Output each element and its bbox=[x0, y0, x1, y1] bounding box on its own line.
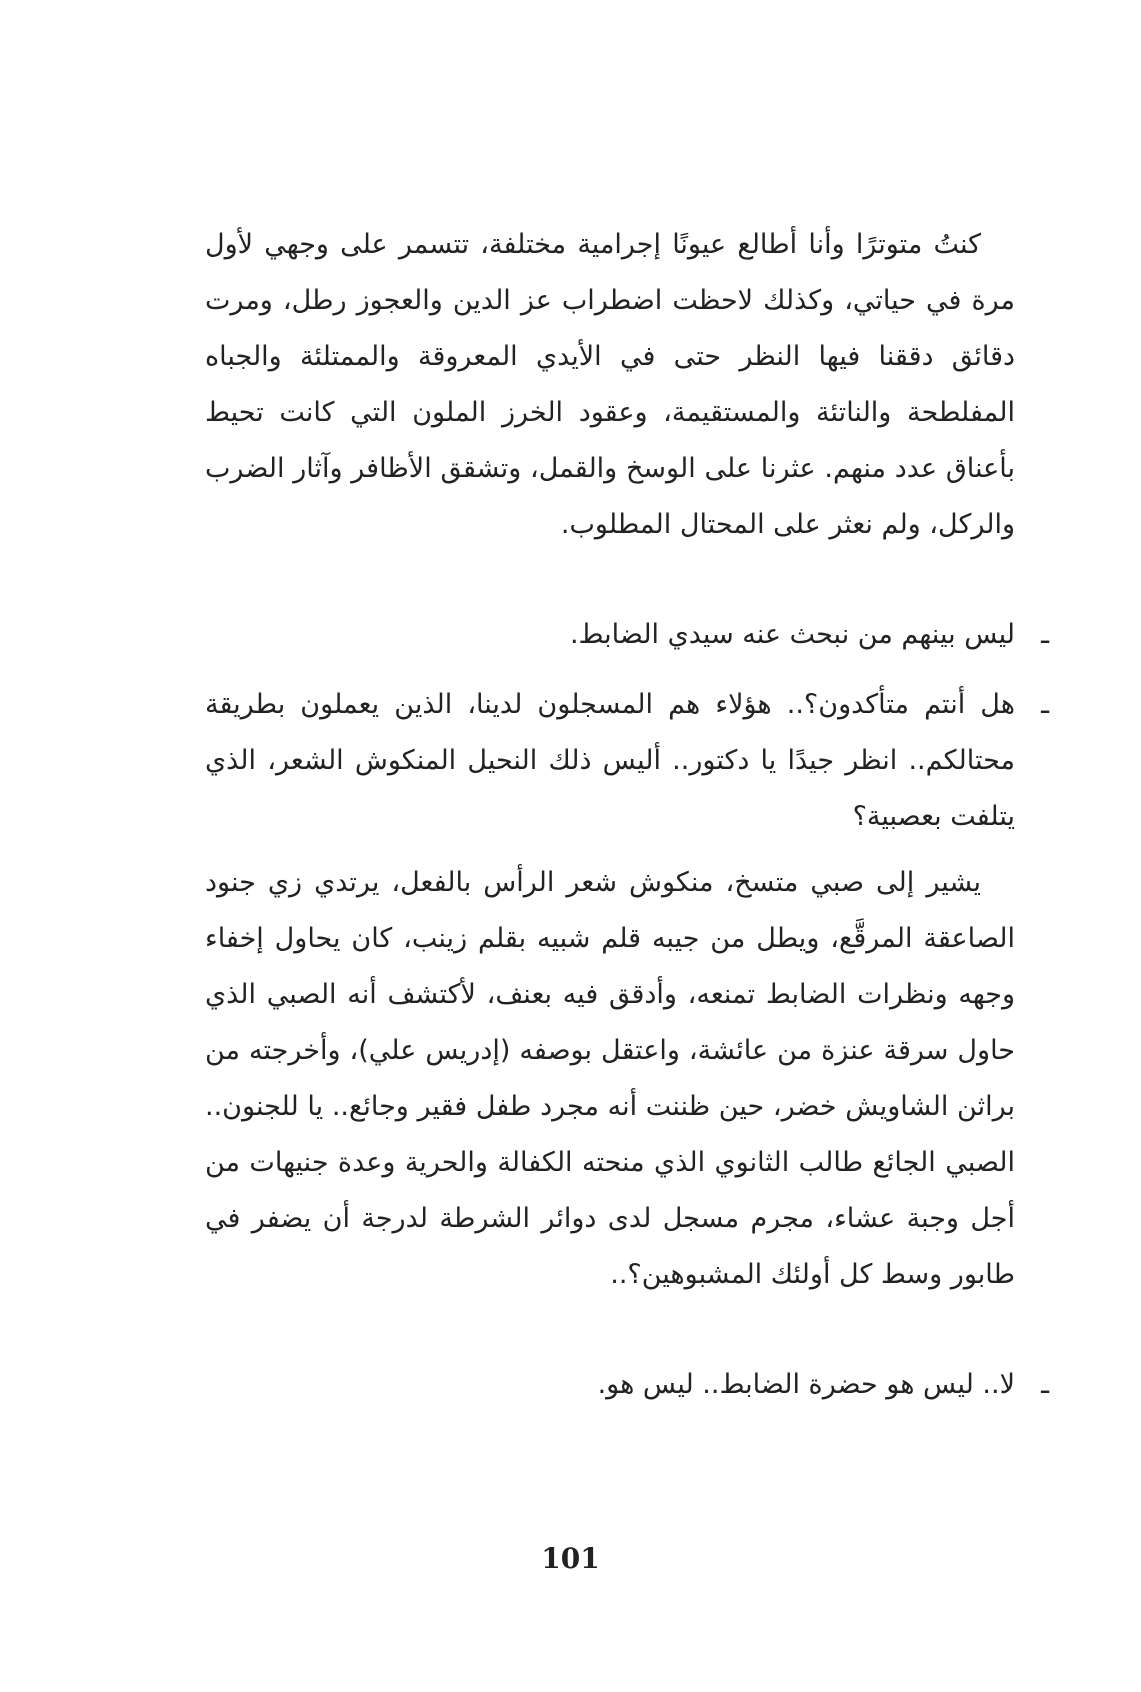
paragraph-suspects-lineup: كنتُ متوترًا وأنا أطالع عيونًا إجرامية مختلفة، تتسمر على وجهي لأول مرة في حياتي، وكذلك لاحظت اضطراب عز الدين والعجوز رطل، ومرت دقائق دققنا فيها النظر حتى في الأيدي المعروقة والممتلئة والجباه المفلطحة والناتئة والمستقيمة، وعقود الخرز الملون التي كانت تحيط بأعناق عدد منهم. عثرنا على الوسخ والقمل، وتشقق الأظافر وآثار الضرب والركل، ولم نعثر على المحتال المطلوب. bbox=[205, 229, 1015, 540]
dialogue-dash: ـ bbox=[1041, 619, 1049, 650]
dialogue-line-not-him bbox=[205, 1357, 1049, 1413]
paragraph-boy-recognition: يشير إلى صبي متسخ، منكوش شعر الرأس بالفعل، يرتدي زي جنود الصاعقة المرقَّع، ويطل من جيبه قلم شبيه بقلم زينب، كان يحاول إخفاء وجهه ونظرات الضابط تمنعه، وأدقق فيه بعنف، لأكتشف أنه الصبي الذي حاول سرقة عنزة من عائشة، واعتقل بوصفه (إدريس علي)، وأخرجته من براثن الشاويش خضر، حين ظننت أنه مجرد طفل فقير وجائع.. يا للجنون.. الصبي الجائع طالب الثانوي الذي منحته الكفالة والحرية وعدة جنيهات من أجل وجبة عشاء، مجرم مسجل لدى دوائر الشرطة لدرجة أن يضفر في طابور وسط كل أولئك المشبوهين؟.. bbox=[205, 867, 1015, 1290]
dialogue-dash: ـ bbox=[1041, 1369, 1049, 1400]
dialogue-text: لا.. ليس هو حضرة الضابط.. ليس هو. bbox=[597, 1369, 1015, 1400]
dialogue-line-officer-question bbox=[205, 677, 1049, 845]
dialogue-line-not-among-them bbox=[205, 607, 1049, 663]
dialogue-dash: ـ bbox=[1041, 689, 1049, 720]
dialogue-text: ليس بينهم من نبحث عنه سيدي الضابط. bbox=[569, 619, 1015, 650]
dialogue-text: هل أنتم متأكدون؟.. هؤلاء هم المسجلون لدينا، الذين يعملون بطريقة محتالكم.. انظر جيدًا يا دكتور.. أليس ذلك النحيل المنكوش الشعر، الذي يتلفت بعصبية؟ bbox=[205, 689, 1015, 832]
page-number: 101 bbox=[541, 1542, 600, 1575]
